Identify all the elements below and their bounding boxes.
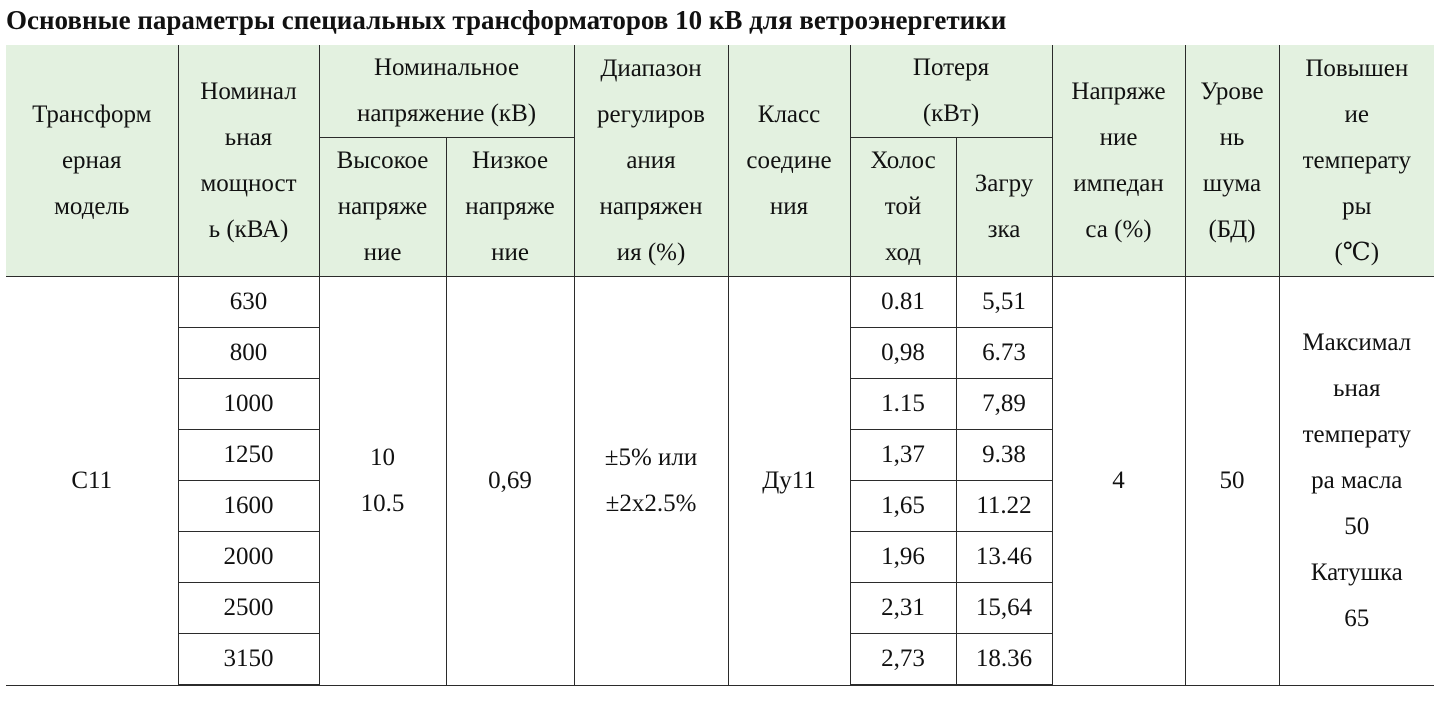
header-regulation: Диапазон регулиров ания напряжен ия (%) xyxy=(574,45,728,277)
header-model: Трансформ ерная модель xyxy=(6,45,178,277)
cell-load: 13.46 xyxy=(956,532,1052,583)
header-impedance: Напряже ние импедан са (%) xyxy=(1052,45,1185,277)
document-title: Основные параметры специальных трансформаторов 10 кВ для ветроэнергетики xyxy=(6,5,1007,35)
cell-high-voltage: 10 10.5 xyxy=(319,277,446,686)
cell-temp-rise: Максимал ьная температу ра масла 50 Катушка 65 xyxy=(1279,277,1434,686)
cell-no-load: 2,31 xyxy=(850,583,956,634)
cell-no-load: 1,37 xyxy=(850,430,956,481)
header-load: Загру зка xyxy=(956,138,1052,277)
cell-regulation: ±5% или ±2x2.5% xyxy=(574,277,728,686)
header-high-voltage: Высокое напряже ние xyxy=(319,138,446,277)
cell-noise: 50 xyxy=(1185,277,1279,686)
cell-connection: Ду11 xyxy=(728,277,850,686)
cell-load: 18.36 xyxy=(956,634,1052,686)
header-loss: Потеря (кВт) xyxy=(850,45,1052,138)
cell-power: 630 xyxy=(178,277,319,328)
cell-load: 5,51 xyxy=(956,277,1052,328)
header-noise: Урове нь шума (БД) xyxy=(1185,45,1279,277)
table-row xyxy=(6,277,1434,328)
header-temp-rise: Повышен ие температу ры (℃) xyxy=(1279,45,1434,277)
cell-no-load: 1,65 xyxy=(850,481,956,532)
header-no-load: Холос той ход xyxy=(850,138,956,277)
cell-no-load: 1,96 xyxy=(850,532,956,583)
cell-no-load: 0,98 xyxy=(850,328,956,379)
cell-no-load: 1.15 xyxy=(850,379,956,430)
cell-impedance: 4 xyxy=(1052,277,1185,686)
transformer-parameters-table xyxy=(6,45,1434,686)
header-low-voltage: Низкое напряже ние xyxy=(446,138,574,277)
cell-power: 2000 xyxy=(178,532,319,583)
cell-load: 7,89 xyxy=(956,379,1052,430)
cell-power: 800 xyxy=(178,328,319,379)
cell-power: 1600 xyxy=(178,481,319,532)
header-voltage: Номинальное напряжение (кВ) xyxy=(319,45,574,138)
cell-power: 2500 xyxy=(178,583,319,634)
header-power: Номинал ьная мощност ь (кВА) xyxy=(178,45,319,277)
cell-load: 9.38 xyxy=(956,430,1052,481)
cell-power: 1000 xyxy=(178,379,319,430)
cell-no-load: 2,73 xyxy=(850,634,956,686)
cell-power: 3150 xyxy=(178,634,319,686)
cell-load: 15,64 xyxy=(956,583,1052,634)
cell-model: C11 xyxy=(6,277,178,686)
header-connection: Класс соедине ния xyxy=(728,45,850,277)
cell-load: 6.73 xyxy=(956,328,1052,379)
cell-low-voltage: 0,69 xyxy=(446,277,574,686)
cell-no-load: 0.81 xyxy=(850,277,956,328)
cell-power: 1250 xyxy=(178,430,319,481)
cell-load: 11.22 xyxy=(956,481,1052,532)
